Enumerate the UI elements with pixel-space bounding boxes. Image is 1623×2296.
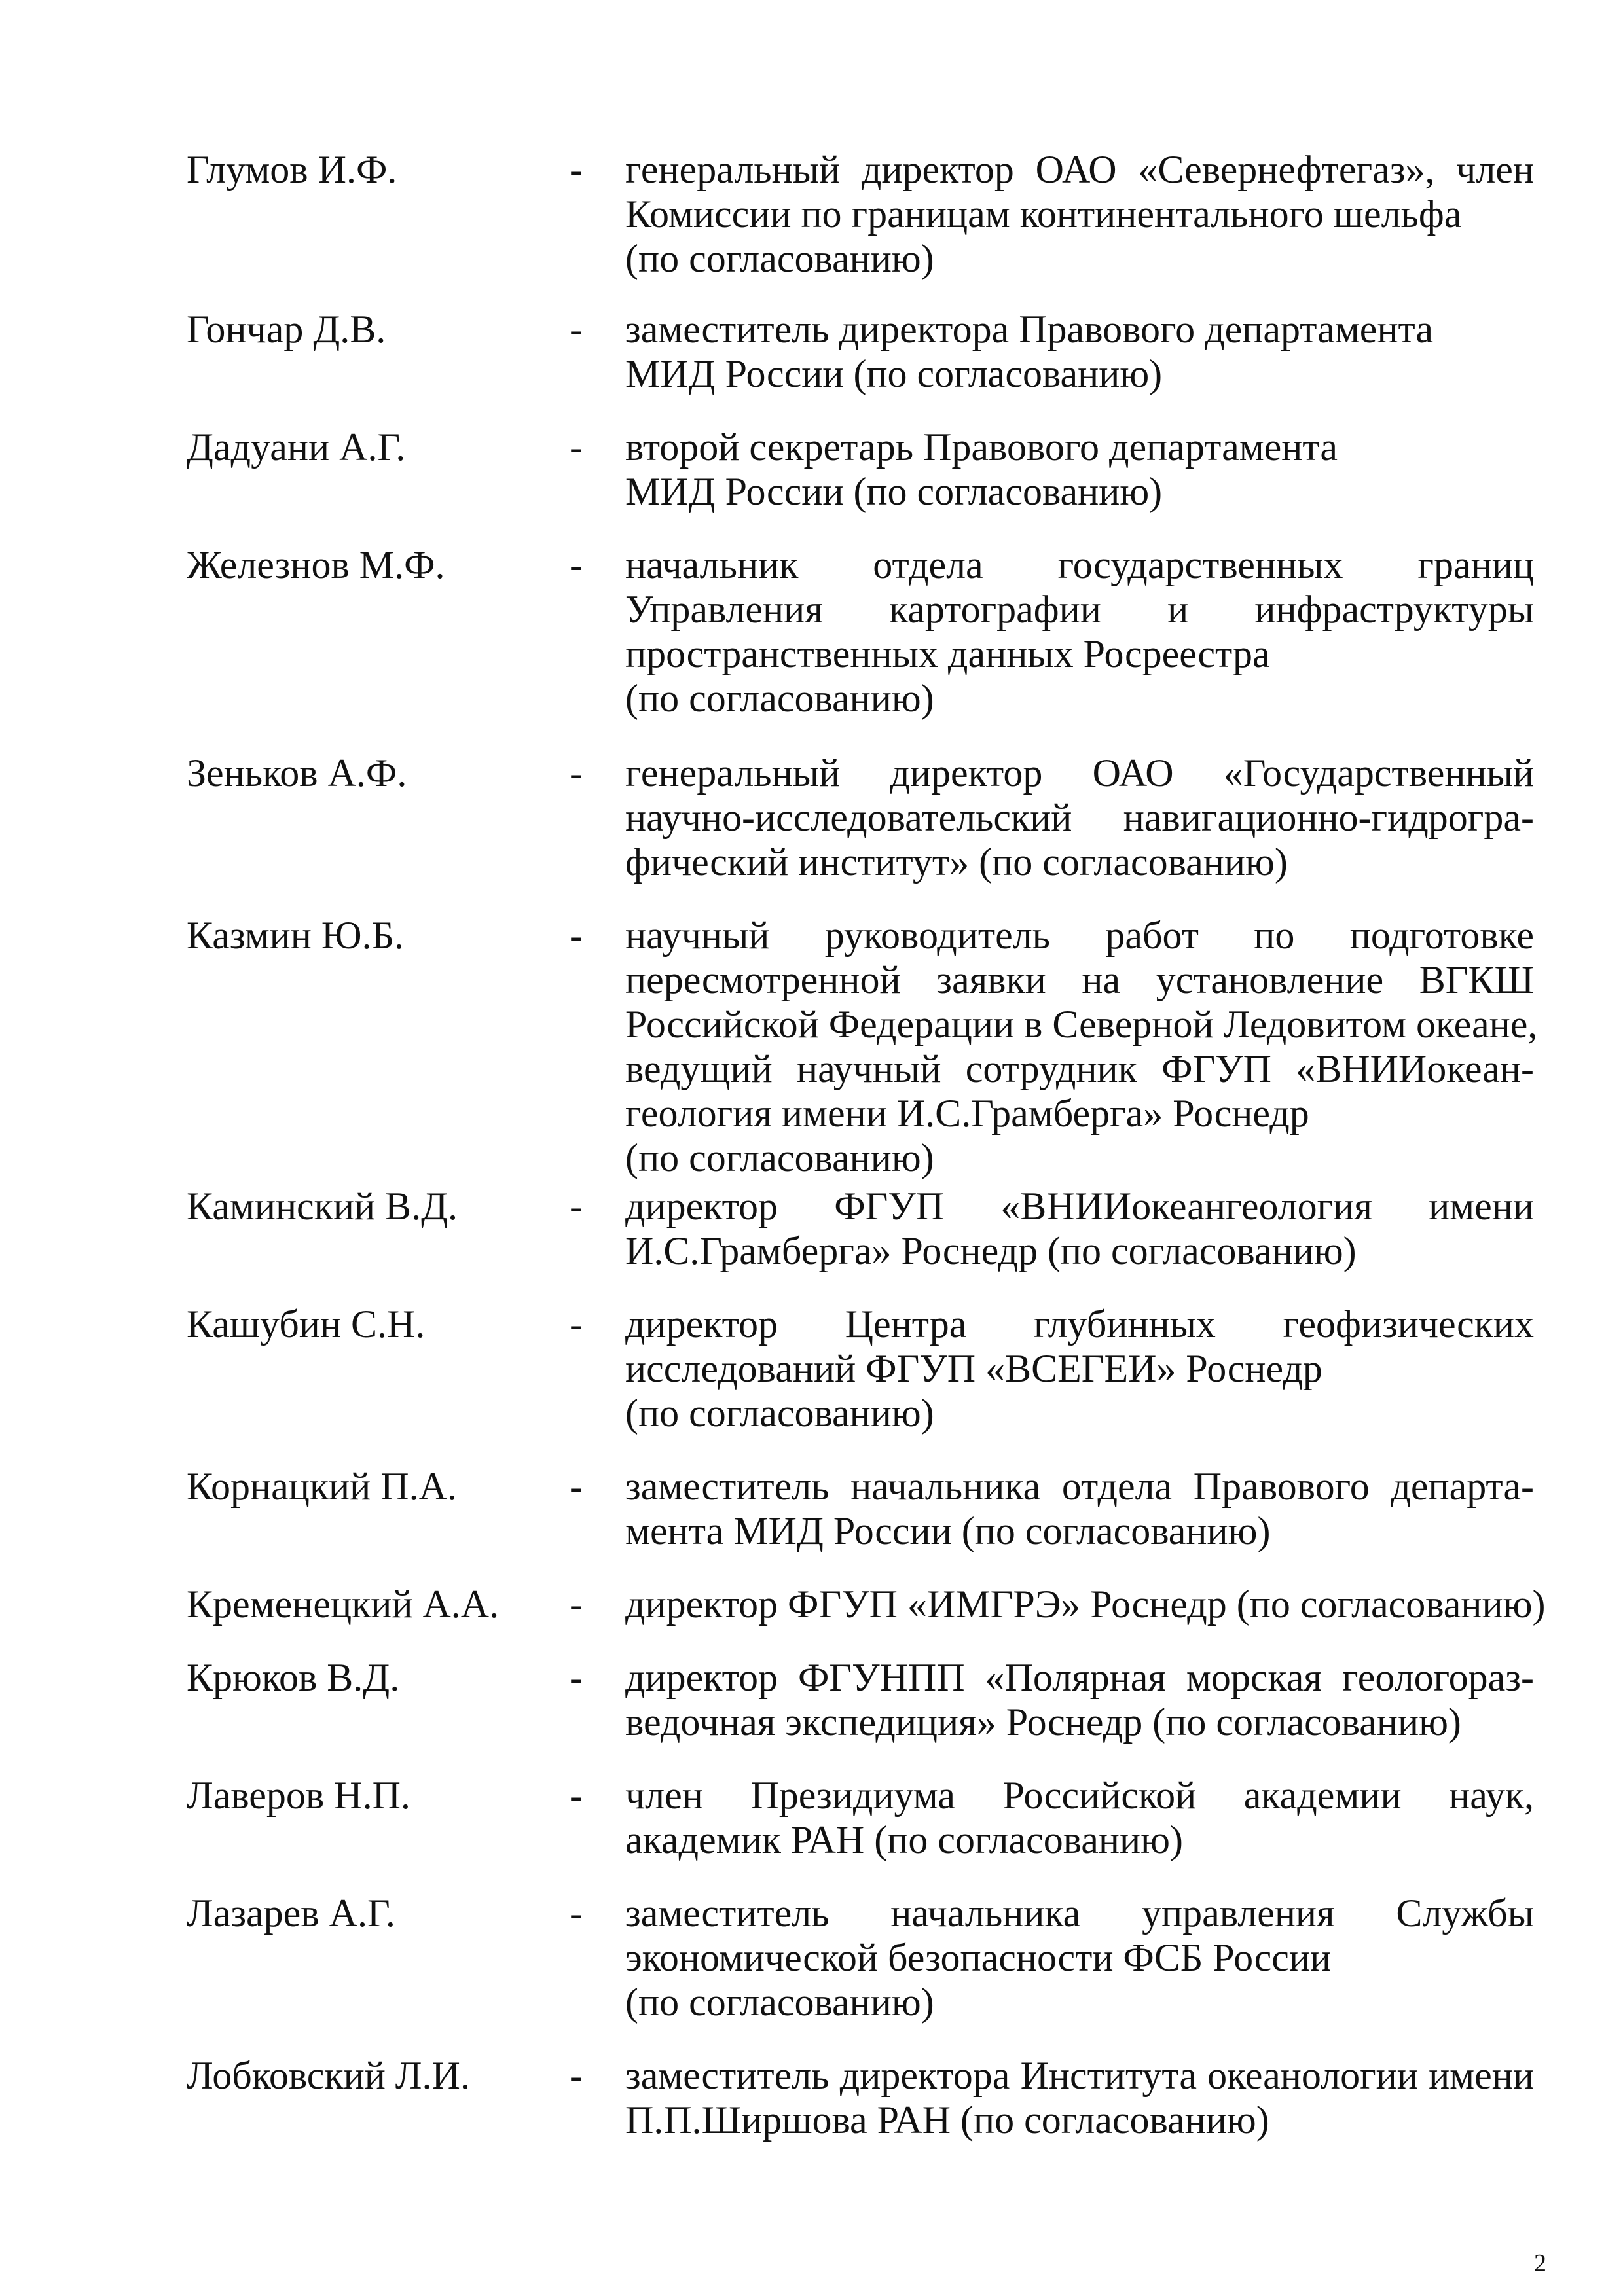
list-item bbox=[187, 307, 1532, 396]
member-position bbox=[625, 2053, 1534, 2142]
separator-dash: - bbox=[570, 1583, 583, 1626]
position-line: исследований ФГУП «ВСЕГЕИ» Роснедр bbox=[625, 1347, 1322, 1390]
list-item bbox=[187, 1184, 1532, 1273]
separator-dash: - bbox=[570, 1302, 583, 1346]
separator-dash: - bbox=[570, 1185, 583, 1228]
position-line: МИД России (по согласованию) bbox=[625, 352, 1163, 395]
list-item bbox=[187, 1891, 1532, 2024]
position-line: заместитель начальника управления Службы bbox=[625, 1892, 1534, 1935]
member-name: Глумов И.Ф. bbox=[187, 148, 397, 191]
member-position bbox=[625, 543, 1534, 721]
position-line: мента МИД России (по согласованию) bbox=[625, 1509, 1271, 1552]
position-line: Российской Федерации в Северной Ледовитом океане, bbox=[625, 1003, 1538, 1046]
position-line: МИД России (по согласованию) bbox=[625, 470, 1163, 513]
position-line: пространственных данных Росреестра bbox=[625, 632, 1270, 675]
separator-dash: - bbox=[570, 914, 583, 957]
member-position bbox=[625, 751, 1534, 884]
list-item bbox=[187, 425, 1532, 514]
position-line: геология имени И.С.Грамберга» Роснедр bbox=[625, 1092, 1309, 1135]
member-name: Корнацкий П.А. bbox=[187, 1465, 457, 1508]
position-line: академик РАН (по согласованию) bbox=[625, 1818, 1183, 1861]
list-item bbox=[187, 1464, 1532, 1553]
position-line: заместитель начальника отдела Правового департа- bbox=[625, 1465, 1534, 1508]
position-line: пересмотренной заявки на установление ВГКШ bbox=[625, 958, 1534, 1001]
member-position bbox=[625, 1582, 1546, 1626]
member-name: Лобковский Л.И. bbox=[187, 2054, 470, 2097]
member-name: Кашубин С.Н. bbox=[187, 1302, 426, 1346]
member-position bbox=[625, 147, 1534, 281]
member-name: Кременецкий А.А. bbox=[187, 1583, 500, 1626]
separator-dash: - bbox=[570, 148, 583, 191]
position-line: второй секретарь Правового департамента bbox=[625, 425, 1338, 469]
member-name: Гончар Д.В. bbox=[187, 308, 386, 351]
position-line: ведущий научный сотрудник ФГУП «ВНИИокеан- bbox=[625, 1047, 1534, 1090]
position-line: ведочная экспедиция» Роснедр (по согласованию) bbox=[625, 1700, 1461, 1744]
member-list bbox=[187, 147, 1546, 2142]
list-item bbox=[187, 2053, 1532, 2142]
position-line: И.С.Грамберга» Роснедр (по согласованию) bbox=[625, 1229, 1357, 1272]
position-line: П.П.Ширшова РАН (по согласованию) bbox=[625, 2098, 1269, 2142]
separator-dash: - bbox=[570, 2054, 583, 2097]
list-item bbox=[187, 913, 1538, 1180]
list-item bbox=[187, 1773, 1532, 1862]
position-line: начальник отдела государственных границ bbox=[625, 543, 1534, 586]
member-position bbox=[625, 307, 1534, 396]
position-line: директор ФГУП «ИМГРЭ» Роснедр (по согласованию) bbox=[625, 1583, 1546, 1626]
position-line: директор ФГУП «ВНИИокеангеология имени bbox=[625, 1185, 1534, 1228]
position-line: (по согласованию) bbox=[625, 677, 934, 720]
position-line: (по согласованию) bbox=[625, 237, 934, 280]
separator-dash: - bbox=[570, 543, 583, 586]
list-item bbox=[187, 543, 1532, 721]
member-name: Зеньков А.Ф. bbox=[187, 751, 407, 795]
member-name: Железнов М.Ф. bbox=[187, 543, 445, 586]
member-position bbox=[625, 1302, 1534, 1435]
position-line: (по согласованию) bbox=[625, 1391, 934, 1435]
separator-dash: - bbox=[570, 1656, 583, 1699]
separator-dash: - bbox=[570, 1465, 583, 1508]
position-line: член Президиума Российской академии наук, bbox=[625, 1774, 1534, 1817]
position-line: (по согласованию) bbox=[625, 1136, 934, 1179]
list-item bbox=[187, 751, 1532, 884]
separator-dash: - bbox=[570, 1774, 583, 1817]
member-position bbox=[625, 1891, 1534, 2024]
list-item bbox=[187, 1655, 1532, 1744]
member-position bbox=[625, 1464, 1534, 1553]
position-line: экономической безопасности ФСБ России bbox=[625, 1936, 1332, 1979]
member-name: Дадуани А.Г. bbox=[187, 425, 406, 469]
member-position bbox=[625, 1655, 1534, 1744]
position-line: научно-исследовательский навигационно-гидрогра- bbox=[625, 796, 1534, 839]
member-position bbox=[625, 425, 1534, 514]
member-name: Каминский В.Д. bbox=[187, 1185, 458, 1228]
position-line: директор ФГУНПП «Полярная морская геологораз- bbox=[625, 1656, 1534, 1699]
list-item bbox=[187, 1582, 1546, 1626]
position-line: генеральный директор ОАО «Севернефтегаз», член bbox=[625, 148, 1534, 191]
separator-dash: - bbox=[570, 308, 583, 351]
separator-dash: - bbox=[570, 1892, 583, 1935]
page-number: 2 bbox=[1534, 2250, 1546, 2277]
separator-dash: - bbox=[570, 425, 583, 469]
member-name: Лазарев А.Г. bbox=[187, 1892, 395, 1935]
member-name: Казмин Ю.Б. bbox=[187, 914, 405, 957]
member-name: Лаверов Н.П. bbox=[187, 1774, 410, 1817]
member-position bbox=[625, 1773, 1534, 1862]
member-position bbox=[625, 1184, 1534, 1273]
member-name: Крюков В.Д. bbox=[187, 1656, 400, 1699]
list-item bbox=[187, 1302, 1532, 1435]
list-item bbox=[187, 147, 1532, 281]
position-line: фический институт» (по согласованию) bbox=[625, 840, 1288, 884]
separator-dash: - bbox=[570, 751, 583, 795]
position-line: директор Центра глубинных геофизических bbox=[625, 1302, 1534, 1346]
position-line: заместитель директора Института океанологии имени bbox=[625, 2054, 1534, 2097]
position-line: (по согласованию) bbox=[625, 1981, 934, 2024]
position-line: научный руководитель работ по подготовке bbox=[625, 914, 1534, 957]
position-line: Управления картографии и инфраструктуры bbox=[625, 588, 1534, 631]
position-line: заместитель директора Правового департамента bbox=[625, 308, 1434, 351]
position-line: Комиссии по границам континентального шельфа bbox=[625, 192, 1462, 236]
member-position bbox=[625, 913, 1538, 1180]
position-line: генеральный директор ОАО «Государственный bbox=[625, 751, 1534, 795]
